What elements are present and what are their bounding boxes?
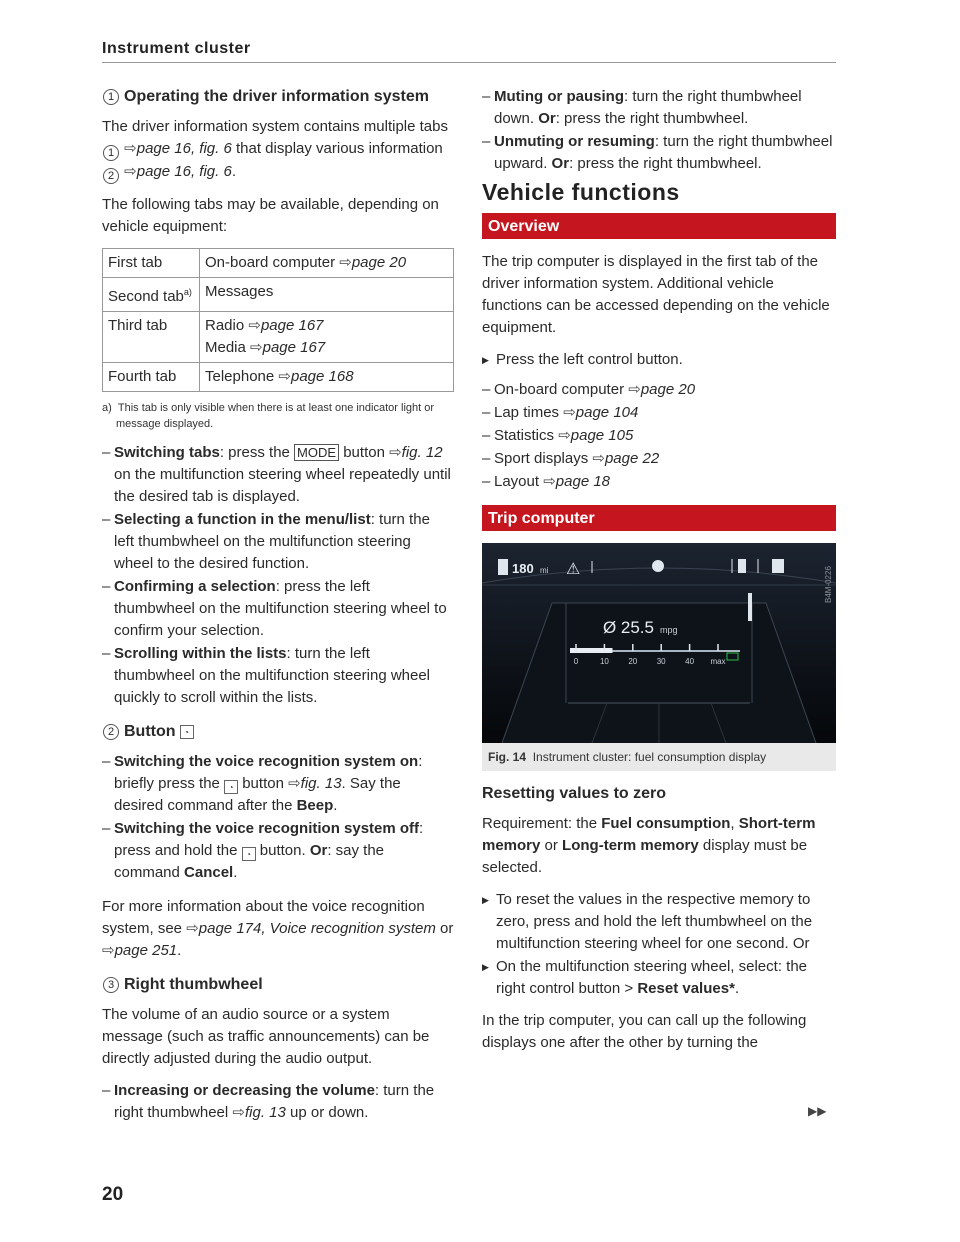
heading-button: 2 Button ◔ bbox=[102, 721, 454, 743]
consumption-value: Ø 25.5 bbox=[602, 618, 654, 637]
paragraph-tabs-available: The following tabs may be available, depending on vehicle equipment: bbox=[102, 196, 439, 235]
heading-right-thumbwheel: 3 Right thumbwheel bbox=[102, 974, 454, 996]
step-item: ▶ To reset the values in the respective memory to zero, press and hold the left thumbwheel on the multifunction steering wheel for one second. Or bbox=[482, 889, 836, 955]
tab-content-cell: Messages bbox=[200, 278, 454, 312]
xref-link[interactable]: page 251 bbox=[114, 942, 178, 959]
list-item: – Selecting a function in the menu/list: turn the left thumbwheel on the multifunction steering wheel to the desired function. bbox=[102, 509, 454, 575]
xref-link[interactable]: page 16, fig. 6 bbox=[136, 163, 232, 180]
list-item: – Switching the voice recognition system off: press and hold the ◔ button. Or: say the command Cancel. bbox=[102, 818, 454, 884]
step-item: ▶ On the multifunction steering wheel, select: the right control button > Reset values*. bbox=[482, 956, 836, 1000]
xref-link[interactable]: fig. 12 bbox=[401, 444, 443, 461]
list-item: – Layout ⇨page 18 bbox=[482, 471, 836, 493]
list-item: – On-board computer ⇨page 20 bbox=[482, 379, 836, 401]
table-footnote: a) This tab is only visible when there is at least one indicator light or message displayed. bbox=[102, 402, 435, 430]
continued-arrow-icon: ▶▶ bbox=[808, 1104, 827, 1118]
xref-link[interactable]: page 16, fig. 6 bbox=[136, 140, 232, 157]
list-item: – Statistics ⇨page 105 bbox=[482, 425, 836, 447]
range-value: 180 bbox=[512, 561, 534, 576]
section-bar-trip-computer: Trip computer bbox=[482, 505, 836, 531]
function-list bbox=[482, 379, 836, 493]
table-row bbox=[103, 278, 454, 312]
callout-3-icon: 3 bbox=[103, 977, 119, 993]
section-header: Instrument cluster bbox=[102, 40, 251, 57]
right-column bbox=[482, 86, 836, 1064]
tab-content-cell: On-board computer ⇨page 20 bbox=[200, 249, 454, 278]
chapter-title: Vehicle functions bbox=[482, 179, 680, 205]
tab-name-cell: Second tab$^{a)}$ bbox=[103, 278, 200, 312]
section-bar-overview: Overview bbox=[482, 213, 836, 239]
tab-content-cell: Telephone ⇨page 168 bbox=[200, 363, 454, 392]
table-row bbox=[103, 312, 454, 363]
list-item: – Switching the voice recognition system on: briefly press the ◔ button ⇨fig. 13. Say the desired command after the Beep. bbox=[102, 751, 454, 817]
fuel-consumption-figure bbox=[482, 543, 836, 743]
paragraph-voice-info: For more information about the voice recognition system, see ⇨page 174, Voice recognition system or ⇨page 251. bbox=[102, 898, 454, 959]
mode-key-icon: MODE bbox=[294, 444, 339, 461]
heading-operating bbox=[102, 86, 454, 108]
warning-icon: ⚠ bbox=[566, 559, 581, 578]
voice-button-icon: ◔ bbox=[224, 780, 238, 794]
xref-link[interactable]: page 20 bbox=[351, 254, 407, 271]
paragraph-trip-displays: In the trip computer, you can call up the following displays one after the other by turning the bbox=[482, 1012, 807, 1051]
step-item: ▶ Press the left control button. bbox=[482, 349, 836, 371]
cluster-illustration bbox=[482, 543, 836, 743]
xref-link[interactable]: fig. 13 bbox=[300, 775, 342, 792]
paragraph-requirement: Requirement: the Fuel consumption, Short-term memory or Long-term memory display must be selected. bbox=[482, 815, 816, 876]
range-unit: mi bbox=[540, 566, 549, 575]
list-item: – Lap times ⇨page 104 bbox=[482, 402, 836, 424]
figure-caption: Fig. 14 Instrument cluster: fuel consumption display bbox=[482, 743, 836, 771]
heading-operating-text: Operating the driver information system bbox=[124, 88, 429, 105]
scale-label: max bbox=[710, 657, 726, 666]
xref-link[interactable]: page 22 bbox=[604, 450, 660, 467]
figure-code: B4M-0226 bbox=[824, 566, 833, 603]
page-number: 20 bbox=[102, 1184, 124, 1205]
list-item: – Scrolling within the lists: turn the left thumbwheel on the multifunction steering wheel quickly to scroll within the lists. bbox=[102, 643, 454, 709]
voice-button-icon: ◔ bbox=[180, 725, 194, 739]
list-item: – Muting or pausing: turn the right thumbwheel down. Or: press the right thumbwheel. bbox=[482, 86, 836, 130]
voice-button-icon: ◔ bbox=[242, 847, 256, 861]
list-item: – Switching tabs: press the MODE button ⇨fig. 12 on the multifunction steering wheel repeatedly until the desired tab is displayed. bbox=[102, 442, 454, 508]
tab-name-cell: First tab bbox=[103, 249, 200, 278]
tab-name-cell: Fourth tab bbox=[103, 363, 200, 392]
scale-label: 40 bbox=[685, 657, 695, 666]
xref-link[interactable]: page 104 bbox=[575, 404, 639, 421]
xref-link[interactable]: page 167 bbox=[262, 339, 326, 356]
list-item: – Increasing or decreasing the volume: turn the right thumbwheel ⇨fig. 13 up or down. bbox=[102, 1080, 454, 1124]
paragraph-trip-overview: The trip computer is displayed in the first tab of the driver information system. Additional vehicle functions can be accessed depending on the vehicle equipment. bbox=[482, 253, 830, 336]
list-item: – Sport displays ⇨page 22 bbox=[482, 448, 836, 470]
tab-name-cell: Third tab bbox=[103, 312, 200, 363]
tabs-table bbox=[102, 248, 454, 392]
phone-icon bbox=[772, 559, 784, 573]
left-column bbox=[102, 86, 454, 1125]
tab-content-cell: Radio ⇨page 167 Media ⇨page 167 bbox=[200, 312, 454, 363]
consumption-unit: mpg bbox=[660, 625, 678, 635]
globe-icon bbox=[652, 560, 664, 572]
paragraph-dis-tabs: The driver information system contains multiple tabs 1 ⇨page 16, fig. 6 that display various information 2 ⇨page 16, fig. 6. bbox=[102, 118, 448, 182]
header-rule bbox=[102, 62, 836, 63]
paragraph-volume: The volume of an audio source or a system message (such as traffic announcements) can be directly adjusted during the audio output. bbox=[102, 1006, 430, 1067]
fuel-pump-icon bbox=[498, 559, 508, 575]
scale-label: 30 bbox=[656, 657, 666, 666]
xref-link[interactable]: page 174, Voice recognition system bbox=[198, 920, 436, 937]
xref-link[interactable]: page 18 bbox=[555, 473, 611, 490]
scale-label: 20 bbox=[628, 657, 638, 666]
table-row bbox=[103, 363, 454, 392]
xref-link[interactable]: fig. 13 bbox=[244, 1104, 286, 1121]
callout-2-icon: 2 bbox=[103, 724, 119, 740]
xref-link[interactable]: page 168 bbox=[290, 368, 354, 385]
xref-link[interactable]: page 20 bbox=[640, 381, 696, 398]
xref-link[interactable]: page 167 bbox=[260, 317, 324, 334]
scale-label: 10 bbox=[599, 657, 609, 666]
signal-icon bbox=[738, 559, 746, 573]
list-item: – Unmuting or resuming: turn the right thumbwheel upward. Or: press the right thumbwheel. bbox=[482, 131, 836, 175]
heading-resetting: Resetting values to zero bbox=[482, 785, 667, 802]
table-row bbox=[103, 249, 454, 278]
scale-label: 0 bbox=[573, 657, 579, 666]
callout-1-icon: 1 bbox=[103, 89, 119, 105]
list-item: – Confirming a selection: press the left thumbwheel on the multifunction steering wheel to confirm your selection. bbox=[102, 576, 454, 642]
xref-link[interactable]: page 105 bbox=[570, 427, 634, 444]
